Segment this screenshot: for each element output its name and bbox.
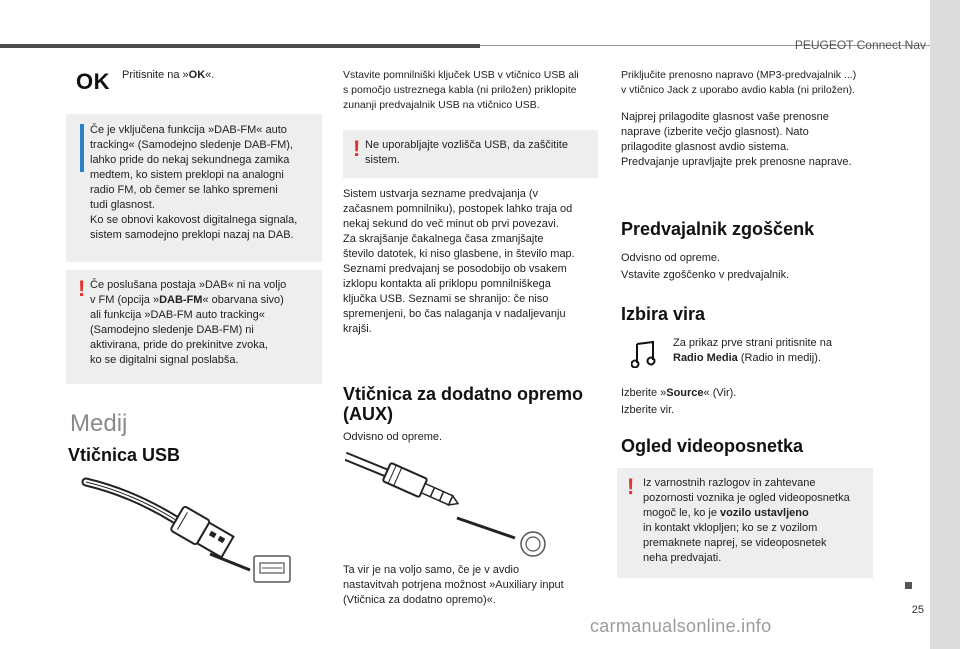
info-note-box <box>66 114 322 262</box>
select-source-text: Izberite vir. <box>621 404 675 416</box>
warning-icon: ! <box>627 474 635 499</box>
aux-availability: Odvisno od opreme. <box>343 431 443 443</box>
select-source-instruction: Izberite »Source« (Vir). <box>621 387 737 399</box>
volume-instruction: Najprej prilagodite glasnost vaše prenosne naprave (izberite večjo glasnost). Nato prilagodite glasnost avdio sistema. Predvajanje upravljajte prek prenosne naprave. <box>621 111 852 168</box>
warning-note-usb-hub-text: Ne uporabljajte vozlišča USB, da zaščitite sistem. <box>365 139 568 166</box>
usb-instruction: Vstavite pomnilniški ključek USB v vtičnico USB ali s pomočjo ustreznega kabla (ni priložen) priklopite zunanji predvajalnik USB na vtičnico USB. <box>343 69 579 111</box>
heading-source-select: Izbira vira <box>621 304 706 324</box>
heading-aux: Vtičnica za dodatno opremo (AUX) <box>343 384 584 424</box>
audio-jack-icon <box>345 450 555 560</box>
cd-availability: Odvisno od opreme. <box>621 252 721 264</box>
info-note-text: Če je vključena funkcija »DAB-FM« auto tracking« (Samodejno sledenje DAB-FM), lahko pride do nekaj sekundnega zamika medtem, ko sistem preklopi na analogni radio FM, ob čemer se lahko spremeni tudi glasnost. Ko se obnovi kakovost digitalnega signala, sistem samodejno preklopi nazaj na DAB. <box>90 124 298 241</box>
warning-note-dab-text: Če poslušana postaja »DAB« ni na voljo v FM (opcija »DAB-FM« obarvana sivo) ali funkcija »DAB-FM auto tracking« (Samodejno sledenje DAB-FM) ni aktivirana, pride do prekinitve zvoka, ko se digitalni signal poslabša. <box>90 279 287 366</box>
warning-note-box-usb-hub <box>343 130 598 178</box>
page-marker <box>905 582 912 589</box>
warning-icon: ! <box>78 276 86 301</box>
music-note-icon <box>631 340 657 368</box>
ok-instruction: Pritisnite na »OK«. <box>122 69 215 81</box>
page-edge-bar <box>930 0 960 649</box>
warning-icon: ! <box>353 136 361 161</box>
music-instruction: Za prikaz prve strani pritisnite na Radio Media (Radio in medij). <box>673 337 832 364</box>
warning-note-video-text: Iz varnostnih razlogov in zahtevane pozornosti voznika je ogled videoposnetka mogoč le, ko je vozilo ustavljeno in kontakt vklopljen; ko se z vozilom premaknete naprej, se videoposnetek neha predvajati. <box>643 477 850 564</box>
heading-video: Ogled videoposnetka <box>621 436 804 456</box>
heading-usb: Vtičnica USB <box>68 445 181 465</box>
page-number: 25 <box>911 604 924 616</box>
usb-plug-icon <box>80 474 300 584</box>
section-title-media: Medij <box>70 410 128 437</box>
playlist-info-text: Sistem ustvarja sezname predvajanja (v začasnem pomnilniku), postopek lahko traja od nekaj sekund do več minut ob prvi povezavi. Za skrajšanje čakalnega časa zmanjšajte število datotek, ki niso glasbene, in število map. Seznami predvajanj se posodobijo ob vsakem izklopu kontakta ali priklopu pomnilniškega ključka USB. Seznami se shranijo: če niso spremenjeni, bo čas nalaganja v nadaljevanju krajši. <box>343 188 575 335</box>
header-rule-dark <box>0 44 480 48</box>
info-icon <box>80 124 84 172</box>
watermark: carmanualsonline.info <box>590 616 772 636</box>
header-brand: PEUGEOT Connect Nav <box>794 38 926 52</box>
heading-cd-player: Predvajalnik zgoščenk <box>621 219 815 239</box>
warning-note-box-video <box>617 468 873 578</box>
cd-instruction: Vstavite zgoščenko v predvajalnik. <box>621 269 790 281</box>
warning-note-box-dab <box>66 270 322 384</box>
connect-instruction: Priključite prenosno napravo (MP3-predvajalnik ...) v vtičnico Jack z uporabo avdio kabla (ni priložen). <box>621 69 857 96</box>
aux-instruction: Ta vir je na voljo samo, če je v avdio nastavitvah potrjena možnost »Auxiliary input (Vtičnica za dodatno opremo)«. <box>343 564 564 606</box>
ok-symbol: OK <box>76 69 110 94</box>
